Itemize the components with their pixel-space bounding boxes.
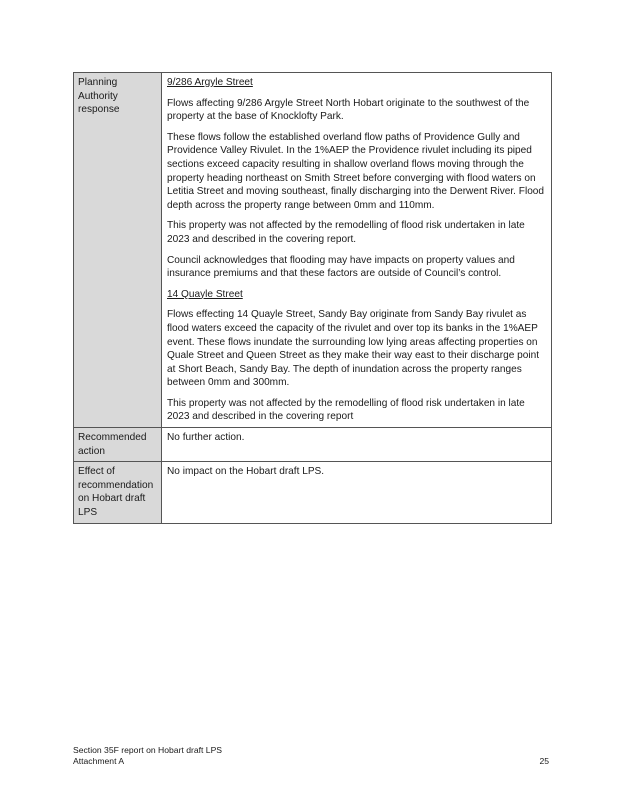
paragraph: Flows affecting 9/286 Argyle Street North Hobart originate to the southwest of the property at the base of Knocklofty Park.: [167, 97, 530, 123]
row-label-recommended-action: Recommended action: [74, 428, 162, 462]
paragraph: This property was not affected by the remodelling of flood risk undertaken in late 2023 and described in the covering report.: [167, 220, 525, 245]
paragraph: These flows follow the established overland flow paths of Providence Gully and Providence Valley Rivulet. In the 1%AEP the Providence rivulet including its piped sections exceed capacity resulting in shallow overland flows moving through the property heading northeast on Smith Street before converging with flood waters on Letitia Street and moving southeast, finally discharging into the Derwent River. Flood depth across the property range between 0mm and 110mm.: [167, 131, 545, 211]
paragraph: Flows effecting 14 Quayle Street, Sandy Bay originate from Sandy Bay rivulet as flood waters exceed the capacity of the rivulet and over top its banks in the 1%AEP event. These flows inundate the surrounding low lying areas affecting properties on Quale Street and Queen Street as they make their way east to their discharge point at Short Beach, Sandy Bay. The depth of inundation across the property ranges between 0mm and 300mm.: [167, 309, 539, 389]
row-label-effect-of-recommendation: Effect of recommendation on Hobart draft LPS: [74, 462, 162, 523]
paragraph: This property was not affected by the remodelling of flood risk undertaken in late 2023 and described in the covering report: [167, 397, 525, 423]
footer-report-title: Section 35F report on Hobart draft LPS: [73, 745, 223, 755]
row-label-planning-authority-response: Planning Authority response: [74, 73, 162, 428]
table-row: [74, 428, 552, 462]
effect-of-recommendation-cell: No impact on the Hobart draft LPS.: [162, 462, 552, 523]
paragraph: Council acknowledges that flooding may have impacts on property values and insurance premiums and that these factors are outside of Council’s control.: [167, 254, 515, 280]
page-footer: [73, 745, 549, 767]
recommended-action-cell: No further action.: [162, 428, 552, 462]
page-number: 25: [539, 756, 549, 766]
section-heading-quayle-street: 14 Quayle Street: [167, 288, 243, 300]
section-heading-argyle-street: 9/286 Argyle Street: [167, 77, 253, 88]
table-row: [74, 73, 552, 428]
planning-authority-response-cell: [162, 73, 552, 428]
assessment-table: [73, 72, 552, 524]
table-row: [74, 462, 552, 523]
footer-attachment-label: Attachment A: [73, 756, 125, 766]
